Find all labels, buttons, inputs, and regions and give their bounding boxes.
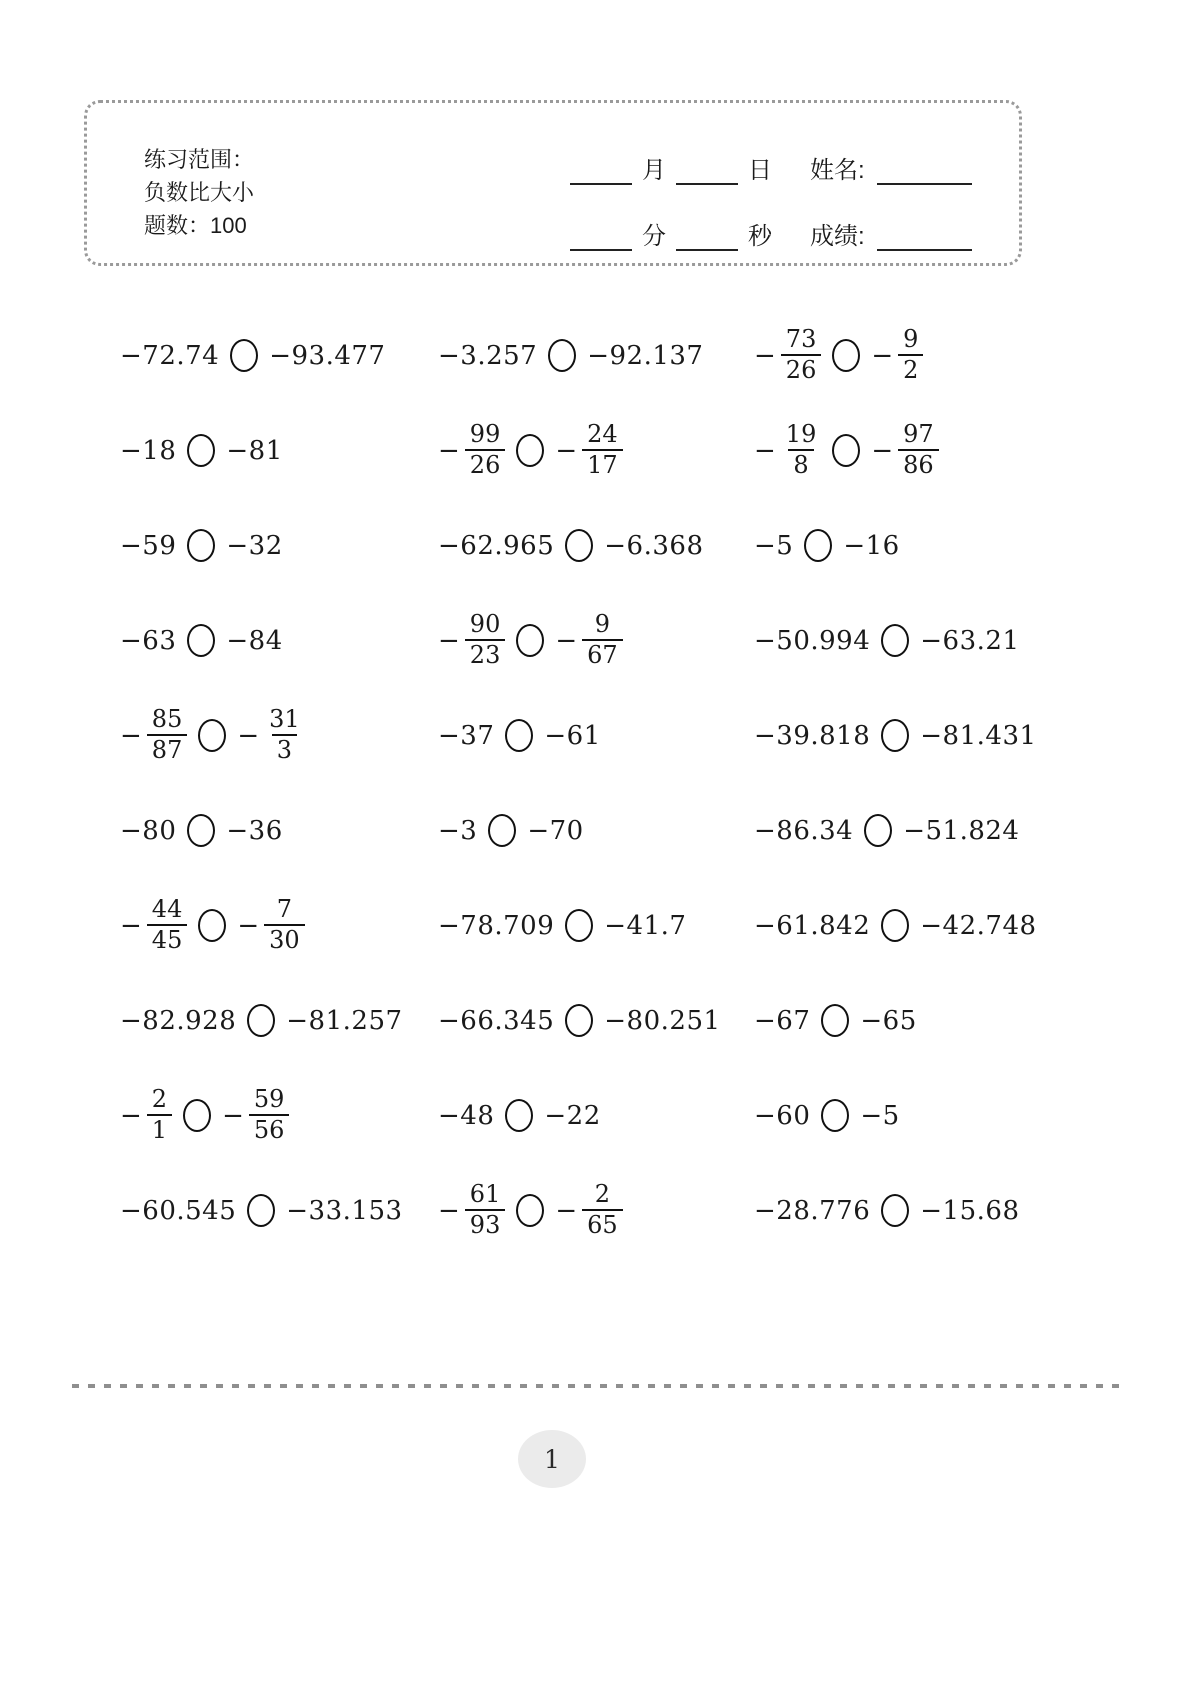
fraction-denominator: 45 — [147, 924, 188, 955]
operand-number: −37 — [438, 720, 495, 751]
operand-number: −18 — [120, 435, 177, 466]
problem — [120, 624, 283, 657]
problem — [754, 1099, 900, 1132]
comparison-circle — [187, 434, 215, 467]
operand-number: −66.345 — [438, 1005, 555, 1036]
second-label: 秒 — [748, 223, 772, 250]
month-blank — [570, 153, 632, 185]
fraction-numerator: 24 — [587, 420, 618, 449]
minus-sign: − — [754, 435, 776, 466]
operand-number: −60.545 — [120, 1195, 237, 1226]
minus-sign: − — [120, 1100, 142, 1131]
operand-number: −61.842 — [754, 910, 871, 941]
operand-fraction — [264, 896, 305, 954]
operand-number: −82.928 — [120, 1005, 237, 1036]
comparison-circle — [548, 339, 576, 372]
operand-number: −42.748 — [920, 910, 1037, 941]
operand-fraction — [147, 706, 188, 764]
score-blank — [877, 219, 972, 251]
footer-divider — [72, 1384, 1119, 1388]
comparison-circle — [187, 624, 215, 657]
fraction-numerator: 9 — [594, 610, 611, 639]
operand-number: −6.368 — [604, 530, 704, 561]
operand-number: −15.68 — [920, 1195, 1020, 1226]
problem — [754, 326, 923, 384]
page-number-badge — [518, 1430, 586, 1488]
operand-number: −70 — [527, 815, 584, 846]
minus-sign: − — [555, 625, 578, 656]
operand-fraction — [898, 326, 923, 384]
operand-fraction — [249, 1086, 290, 1144]
operand-number: −62.965 — [438, 530, 555, 561]
operand-number: −78.709 — [438, 910, 555, 941]
fraction-numerator: 2 — [594, 1180, 611, 1209]
comparison-circle — [198, 909, 226, 942]
second-blank — [676, 219, 738, 251]
comparison-circle — [864, 814, 892, 847]
comparison-circle — [821, 1004, 849, 1037]
operand-number: −81.431 — [920, 720, 1037, 751]
comparison-circle — [505, 1099, 533, 1132]
problem — [754, 1004, 917, 1037]
fraction-denominator: 23 — [465, 639, 506, 670]
comparison-circle — [198, 719, 226, 752]
fraction-denominator: 2 — [898, 354, 923, 385]
minus-sign: − — [754, 340, 776, 371]
problem — [120, 896, 305, 954]
operand-number: −3 — [438, 815, 478, 846]
page-number: 1 — [544, 1444, 560, 1474]
operand-number: −63.21 — [920, 625, 1020, 656]
fraction-denominator: 67 — [582, 639, 623, 670]
operand-number: −50.994 — [754, 625, 871, 656]
operand-number: −86.34 — [754, 815, 854, 846]
problem — [438, 339, 703, 372]
problem — [120, 1004, 403, 1037]
problem — [754, 1194, 1019, 1227]
comparison-circle — [488, 814, 516, 847]
header-info — [144, 143, 254, 242]
day-blank — [676, 153, 738, 185]
operand-fraction — [582, 421, 623, 479]
comparison-circle — [804, 529, 832, 562]
operand-number: −93.477 — [269, 340, 386, 371]
fraction-numerator: 85 — [151, 705, 183, 734]
operand-number: −51.824 — [903, 815, 1020, 846]
operand-number: −59 — [120, 530, 177, 561]
fraction-numerator: 31 — [269, 705, 300, 734]
comparison-circle — [832, 339, 860, 372]
operand-number: −81 — [226, 435, 283, 466]
problem — [438, 909, 686, 942]
operand-fraction — [465, 1181, 506, 1239]
scope-label: 练习范围： — [144, 147, 255, 172]
fraction-numerator: 61 — [469, 1180, 501, 1209]
operand-number: −48 — [438, 1100, 495, 1131]
fraction-numerator: 59 — [253, 1085, 285, 1114]
fraction-denominator: 1 — [147, 1114, 172, 1145]
minus-sign: − — [871, 340, 894, 371]
operand-number: −65 — [860, 1005, 917, 1036]
name-blank — [877, 153, 972, 185]
day-label: 日 — [748, 157, 772, 184]
problem — [438, 421, 623, 479]
minus-sign: − — [871, 435, 894, 466]
problem — [438, 1099, 601, 1132]
fraction-numerator: 19 — [785, 420, 817, 449]
minus-sign: − — [438, 435, 460, 466]
operand-number: −61 — [544, 720, 601, 751]
operand-number: −5 — [754, 530, 794, 561]
comparison-circle — [516, 624, 544, 657]
fraction-numerator: 7 — [276, 895, 293, 924]
problem — [438, 719, 601, 752]
operand-number: −3.257 — [438, 340, 538, 371]
time-score-row — [562, 199, 980, 251]
comparison-circle — [183, 1099, 211, 1132]
problem — [754, 909, 1037, 942]
comparison-circle — [832, 434, 860, 467]
score-label: 成绩: — [810, 223, 865, 250]
fraction-denominator: 93 — [465, 1209, 506, 1240]
fraction-denominator: 86 — [898, 449, 939, 480]
minus-sign: − — [237, 720, 260, 751]
minus-sign: − — [438, 1195, 460, 1226]
comparison-circle — [565, 909, 593, 942]
minus-sign: − — [120, 910, 142, 941]
operand-fraction — [465, 421, 506, 479]
problems-grid — [120, 308, 1074, 1258]
fraction-denominator: 65 — [582, 1209, 623, 1240]
minus-sign: − — [555, 1195, 578, 1226]
operand-number: −80.251 — [604, 1005, 721, 1036]
operand-number: −84 — [226, 625, 283, 656]
fraction-numerator: 90 — [469, 610, 501, 639]
comparison-circle — [516, 434, 544, 467]
fraction-denominator: 30 — [264, 924, 305, 955]
question-count: 题数：100 — [144, 213, 247, 238]
comparison-circle — [821, 1099, 849, 1132]
comparison-circle — [881, 624, 909, 657]
fraction-denominator: 3 — [272, 734, 297, 765]
fraction-numerator: 73 — [785, 325, 817, 354]
operand-number: −41.7 — [604, 910, 687, 941]
comparison-circle — [505, 719, 533, 752]
comparison-circle — [516, 1194, 544, 1227]
problem — [438, 1181, 623, 1239]
operand-fraction — [898, 421, 939, 479]
operand-fraction — [147, 896, 188, 954]
problem — [438, 529, 703, 562]
comparison-circle — [247, 1194, 275, 1227]
fraction-denominator: 56 — [249, 1114, 290, 1145]
problem — [754, 719, 1037, 752]
month-label: 月 — [642, 157, 666, 184]
problem — [438, 1004, 721, 1037]
operand-number: −36 — [226, 815, 283, 846]
comparison-circle — [230, 339, 258, 372]
fraction-denominator: 8 — [788, 449, 813, 480]
fraction-numerator: 9 — [903, 325, 919, 354]
fraction-numerator: 44 — [151, 895, 183, 924]
operand-number: −63 — [120, 625, 177, 656]
minus-sign: − — [555, 435, 578, 466]
header-box — [84, 100, 1022, 266]
comparison-circle — [187, 529, 215, 562]
minute-label: 分 — [642, 223, 666, 250]
operand-number: −67 — [754, 1005, 811, 1036]
fraction-numerator: 2 — [151, 1085, 168, 1114]
problem — [438, 611, 623, 669]
fraction-denominator: 26 — [465, 449, 506, 480]
operand-number: −33.153 — [286, 1195, 403, 1226]
problem — [754, 421, 939, 479]
operand-fraction — [781, 326, 822, 384]
problem — [120, 814, 283, 847]
minus-sign: − — [237, 910, 260, 941]
minus-sign: − — [438, 625, 460, 656]
date-name-row — [562, 133, 980, 185]
operand-number: −72.74 — [120, 340, 220, 371]
minus-sign: − — [222, 1100, 244, 1131]
operand-number: −39.818 — [754, 720, 871, 751]
operand-fraction — [147, 1086, 172, 1144]
comparison-circle — [881, 1194, 909, 1227]
operand-number: −80 — [120, 815, 177, 846]
operand-number: −5 — [860, 1100, 900, 1131]
problem — [754, 814, 1019, 847]
operand-number: −60 — [754, 1100, 811, 1131]
fraction-denominator: 17 — [582, 449, 623, 480]
name-label: 姓名: — [810, 157, 865, 184]
comparison-circle — [565, 529, 593, 562]
minute-blank — [570, 219, 632, 251]
operand-number: −92.137 — [587, 340, 704, 371]
problem — [120, 1194, 403, 1227]
fraction-numerator: 99 — [469, 420, 501, 449]
problem — [120, 706, 305, 764]
problem — [120, 529, 283, 562]
operand-number: −16 — [843, 530, 900, 561]
fraction-numerator: 97 — [903, 420, 934, 449]
operand-number: −28.776 — [754, 1195, 871, 1226]
problem — [754, 624, 1019, 657]
comparison-circle — [187, 814, 215, 847]
comparison-circle — [247, 1004, 275, 1037]
operand-number: −81.257 — [286, 1005, 403, 1036]
fraction-denominator: 26 — [781, 354, 822, 385]
problem — [754, 529, 900, 562]
minus-sign: − — [120, 720, 142, 751]
scope-value: 负数比大小 — [144, 180, 255, 205]
operand-fraction — [465, 611, 506, 669]
operand-fraction — [582, 611, 623, 669]
comparison-circle — [881, 719, 909, 752]
operand-fraction — [264, 706, 305, 764]
operand-number: −22 — [544, 1100, 601, 1131]
operand-fraction — [781, 421, 822, 479]
header-fill-in — [562, 133, 980, 265]
problem — [120, 1086, 289, 1144]
operand-number: −32 — [226, 530, 283, 561]
comparison-circle — [881, 909, 909, 942]
fraction-denominator: 87 — [147, 734, 188, 765]
operand-fraction — [582, 1181, 623, 1239]
problem — [438, 814, 584, 847]
problem — [120, 434, 283, 467]
comparison-circle — [565, 1004, 593, 1037]
problem — [120, 339, 385, 372]
